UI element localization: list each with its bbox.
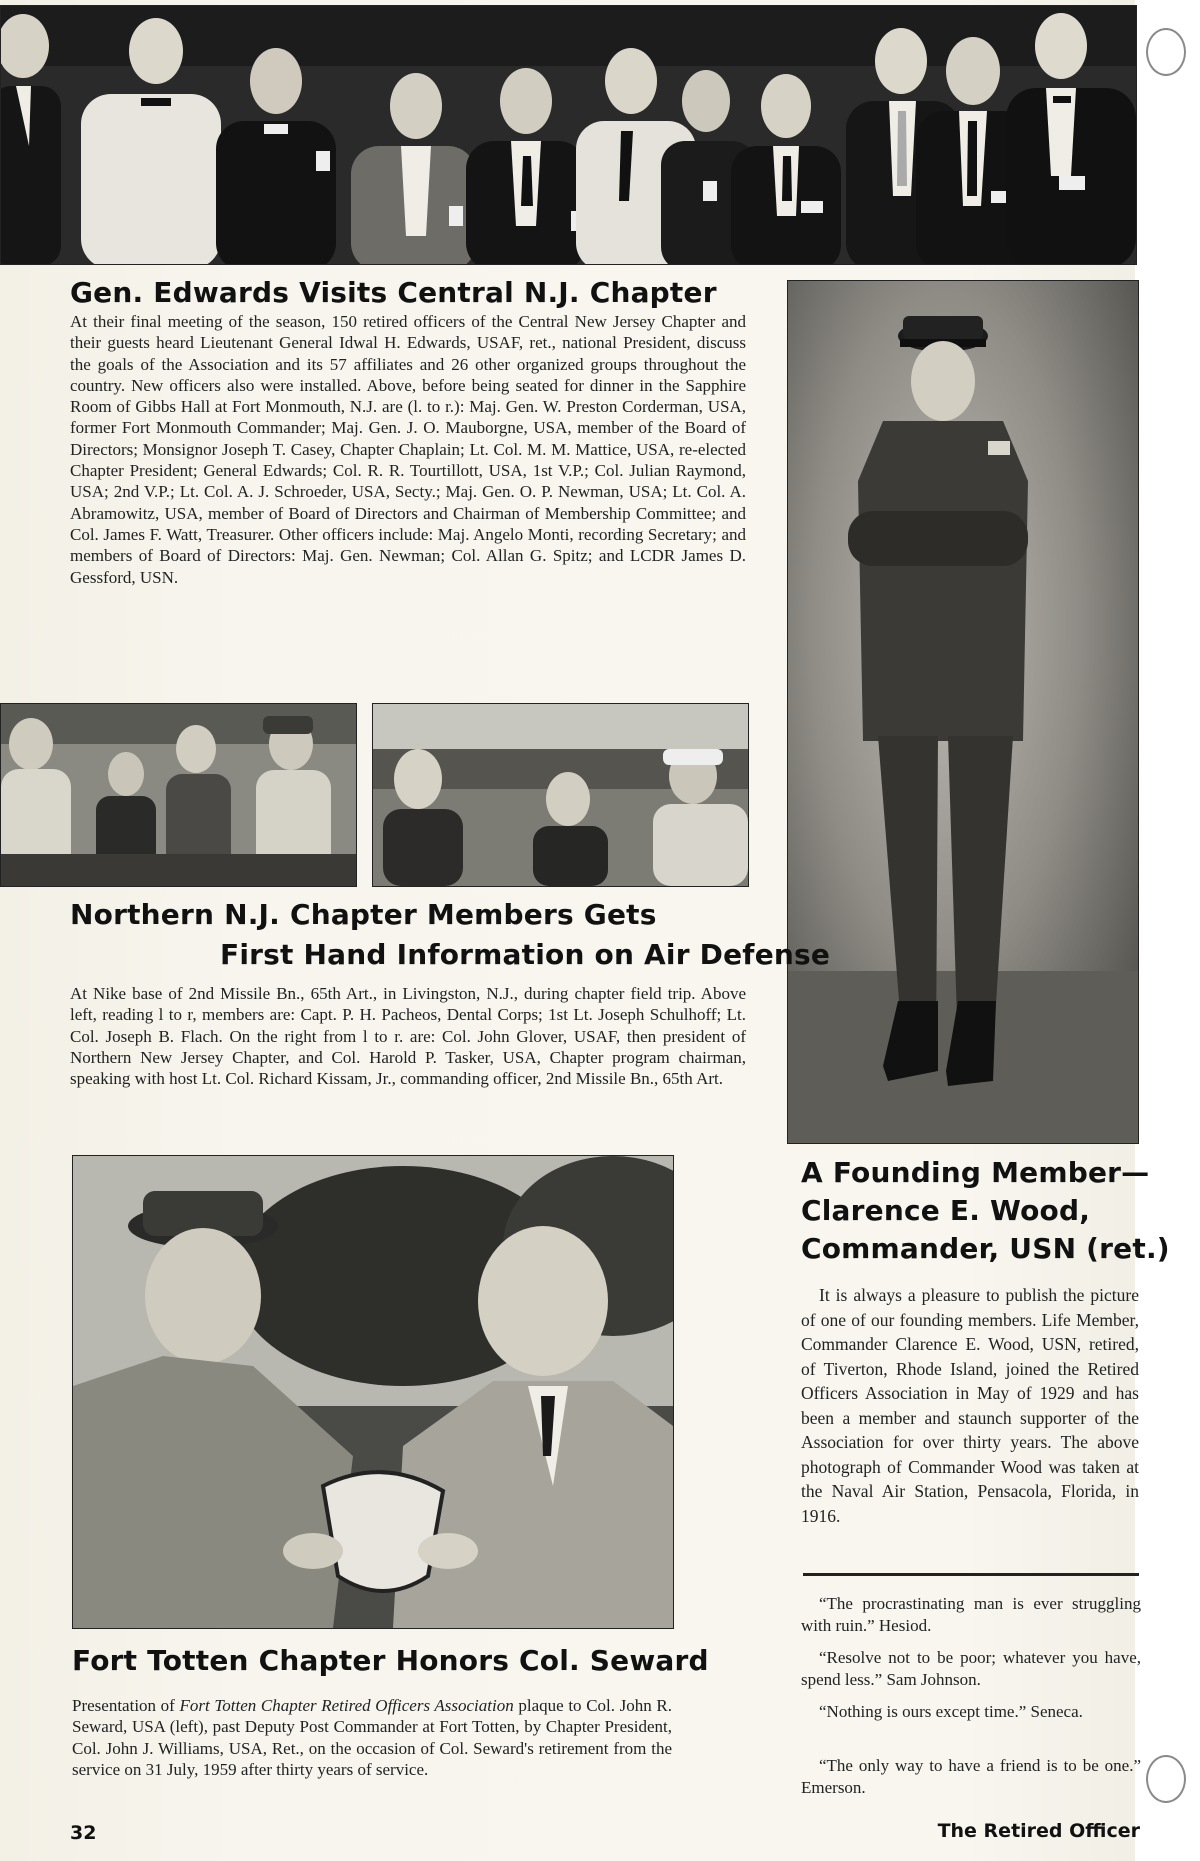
fort-totten-body-italic: Fort Totten Chapter Retired Officers Association <box>179 1696 514 1715</box>
headline-founding-member-line1: A Founding Member— <box>801 1156 1150 1189</box>
photo-nike-base-left <box>0 703 357 887</box>
fort-totten-body-suffix: plaque to Col. John R. Seward, USA (left), past Deputy Post Commander at Fort Totten, by Chapter President, Col. John J. Williams, USA, Ret., on the occasion of Col. Seward's retirement from the service on 31 July, 1959 after thirty years of service. <box>72 1696 672 1779</box>
page-margin <box>1135 0 1200 1861</box>
headline-northern-nj-line1: Northern N.J. Chapter Members Gets <box>70 898 657 931</box>
photo-fort-totten-figures <box>73 1156 673 1628</box>
portrait-figure <box>788 281 1138 1143</box>
quote-hesiod: “The procrastinating man is ever struggling with ruin.” Hesiod. <box>801 1594 1141 1635</box>
group-photo-central-nj <box>0 5 1137 265</box>
group-photo-figures <box>1 6 1136 264</box>
article-central-nj-body: At their final meeting of the season, 150 retired officers of the Central New Jersey Chapter and their guests heard Lieutenant General Idwal H. Edwards, USAF, ret., national President, discuss the goals of the Association and its 57 affiliates and 26 other organized groups throughout the country. New officers also were installed. Above, before being seated for dinner in the Sapphire Room of Gibbs Hall at Fort Monmouth, N.J. are (l. to r.): Maj. Gen. W. Preston Corderman, USA, former Fort Monmouth Commander; Maj. Gen. J. O. Mauborgne, USA, member of the Board of Directors; Monsignor Joseph T. Casey, Chapter Chaplain; Lt. Col. M. M. Mattice, USA, re-elected Chapter President; General Edwards; Col. R. R. Tourtillott, USA, 1st V.P.; Col. Julian Raymond, USA; 2nd V.P.; Lt. Col. A. J. Schroeder, USA, Secty.; Maj. Gen. O. P. Newman, USA; Lt. Col. A. Abramowitz, USA, member of Board of Directors and Chairman of Membership Committee; and Col. James F. Watt, Treasurer. Other officers include: Maj. Angelo Monti, recording Secretary; and members of Board of Directors: Maj. Gen. Newman; Col. Allan G. Spitz; and LCDR James D. Gessford, USN. <box>70 312 746 587</box>
photo-nike-base-right <box>372 703 749 887</box>
binder-hole-bottom <box>1146 1755 1186 1803</box>
article-fort-totten-body <box>72 1695 672 1780</box>
headline-founding-member-line2: Clarence E. Wood, <box>801 1194 1091 1227</box>
publication-name: The Retired Officer <box>937 1820 1140 1842</box>
binder-hole-top <box>1146 28 1186 76</box>
article-founding-member-body: It is always a pleasure to publish the picture of one of our founding members. Life Member, Commander Clarence E. Wood, USN, retired, of Tiverton, Rhode Island, joined the Retired Officers Association in May of 1929 and has been a member and staunch supporter of the Association for over thirty years. The above photograph of Commander Wood was taken at the Naval Air Station, Pensacola, Florida, in 1916. <box>801 1285 1139 1526</box>
quote-emerson: “The only way to have a friend is to be one.” Emerson. <box>801 1756 1141 1797</box>
portrait-commander-wood <box>787 280 1139 1144</box>
headline-founding-member-line3: Commander, USN (ret.) <box>801 1232 1170 1265</box>
headline-northern-nj-line2: First Hand Information on Air Defense <box>220 938 831 971</box>
headline-fort-totten: Fort Totten Chapter Honors Col. Seward <box>72 1644 709 1677</box>
article-northern-nj-body: At Nike base of 2nd Missile Bn., 65th Art., in Livingston, N.J., during chapter field trip. Above left, reading l to r, members are: Capt. P. H. Pacheos, Dental Corps; 1st Lt. Joseph Schulhoff; Lt. Col. Joseph B. Flach. On the right from l to r. are: Col. John Glover, USAF, then president of Northern New Jersey Chapter, and Col. Harold P. Tasker, USA, Chapter program chairman, speaking with host Lt. Col. Richard Kissam, Jr., commanding officer, 2nd Missile Bn., 65th Art. <box>70 984 746 1089</box>
quote-seneca: “Nothing is ours except time.” Seneca. <box>819 1702 1083 1721</box>
fort-totten-body-prefix: Presentation of <box>72 1696 180 1715</box>
page-number: 32 <box>70 1822 97 1844</box>
photo-nike-right-figures <box>373 704 748 886</box>
photo-fort-totten-presentation <box>72 1155 674 1629</box>
photo-nike-left-figures <box>1 704 356 886</box>
quotes-divider <box>803 1573 1139 1576</box>
quote-sam-johnson: “Resolve not to be poor; whatever you have, spend less.” Sam Johnson. <box>801 1648 1141 1689</box>
headline-gen-edwards: Gen. Edwards Visits Central N.J. Chapter <box>70 276 717 309</box>
